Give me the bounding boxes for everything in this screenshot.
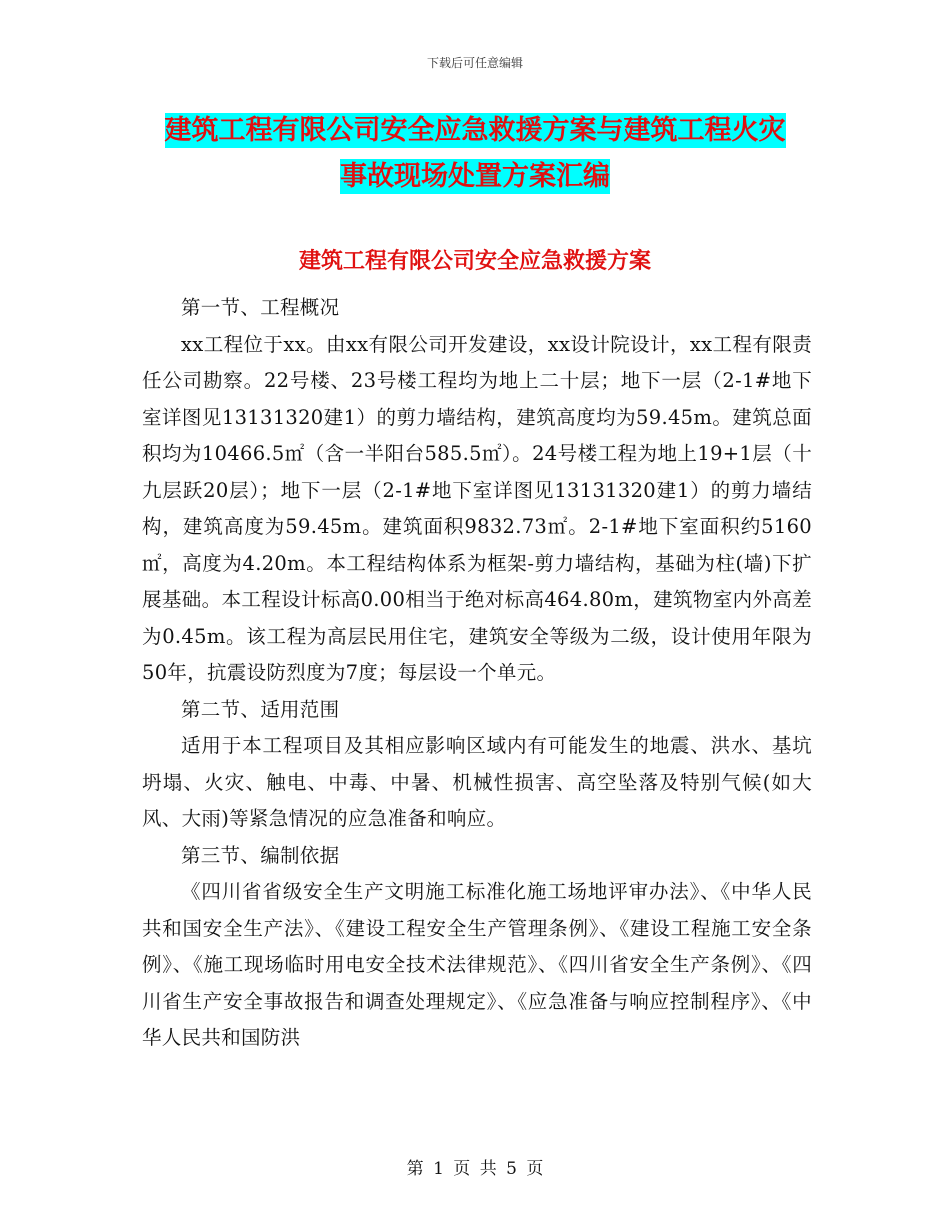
paragraph-project-overview: xx工程位于xx。由xx有限公司开发建设，xx设计院设计，xx工程有限责任公司勘察。22号楼、23号楼工程均为地上二十层；地下一层（2-1#地下室详图见13131320建1）的剪力墙结构，建筑高度均为59.45m。建筑总面积均为10466.5㎡（含一半阳台585.5㎡）。24号楼工程为地上19+1层（十九层跃20层）；地下一层（2-1#地下室详图见13131320建1）的剪力墙结构，建筑高度为59.45m。建筑面积9832.73㎡。2-1#地下室面积约5160㎡，高度为4.20m。本工程结构体系为框架-剪力墙结构，基础为柱(墙)下扩展基础。本工程设计标高0.00相当于绝对标高464.80m，建筑物室内外高差为0.45m。该工程为高层民用住宅，建筑安全等级为二级，设计使用年限为50年，抗震设防烈度为7度；每层设一个单元。 xyxy=(142,332,812,684)
section-heading-1: 第一节、工程概况 xyxy=(181,296,340,319)
page-header-note: 下载后可任意编辑 xyxy=(426,56,523,70)
page-footer-number: 第 1 页 共 5 页 xyxy=(406,1159,544,1179)
document-title-line-2: 事故现场处置方案汇编 xyxy=(340,161,610,192)
section-heading-2: 第二节、适用范围 xyxy=(181,697,340,721)
document-title-line-1: 建筑工程有限公司安全应急救援方案与建筑工程火灾 xyxy=(164,115,786,146)
document-title xyxy=(140,108,810,200)
section-heading-3: 第三节、编制依据 xyxy=(181,843,340,867)
paragraph-basis: 《四川省省级安全生产文明施工标准化施工场地评审办法》、《中华人民共和国安全生产法》、《建设工程安全生产管理条例》、《建设工程施工安全条例》、《施工现场临时用电安全技术法律规范》、《四川省安全生产条例》、《四川省生产安全事故报告和调查处理规定》、《应急准备与响应控制程序》、《中华人民共和国防洪 xyxy=(142,880,812,1049)
section-title: 建筑工程有限公司安全应急救援方案 xyxy=(298,249,651,274)
document-body xyxy=(142,290,812,1057)
paragraph-scope: 适用于本工程项目及其相应影响区域内有可能发生的地震、洪水、基坑坍塌、火灾、触电、中毒、中暑、机械性损害、高空坠落及特别气候(如大风、大雨)等紧急情况的应急准备和响应。 xyxy=(142,734,812,830)
